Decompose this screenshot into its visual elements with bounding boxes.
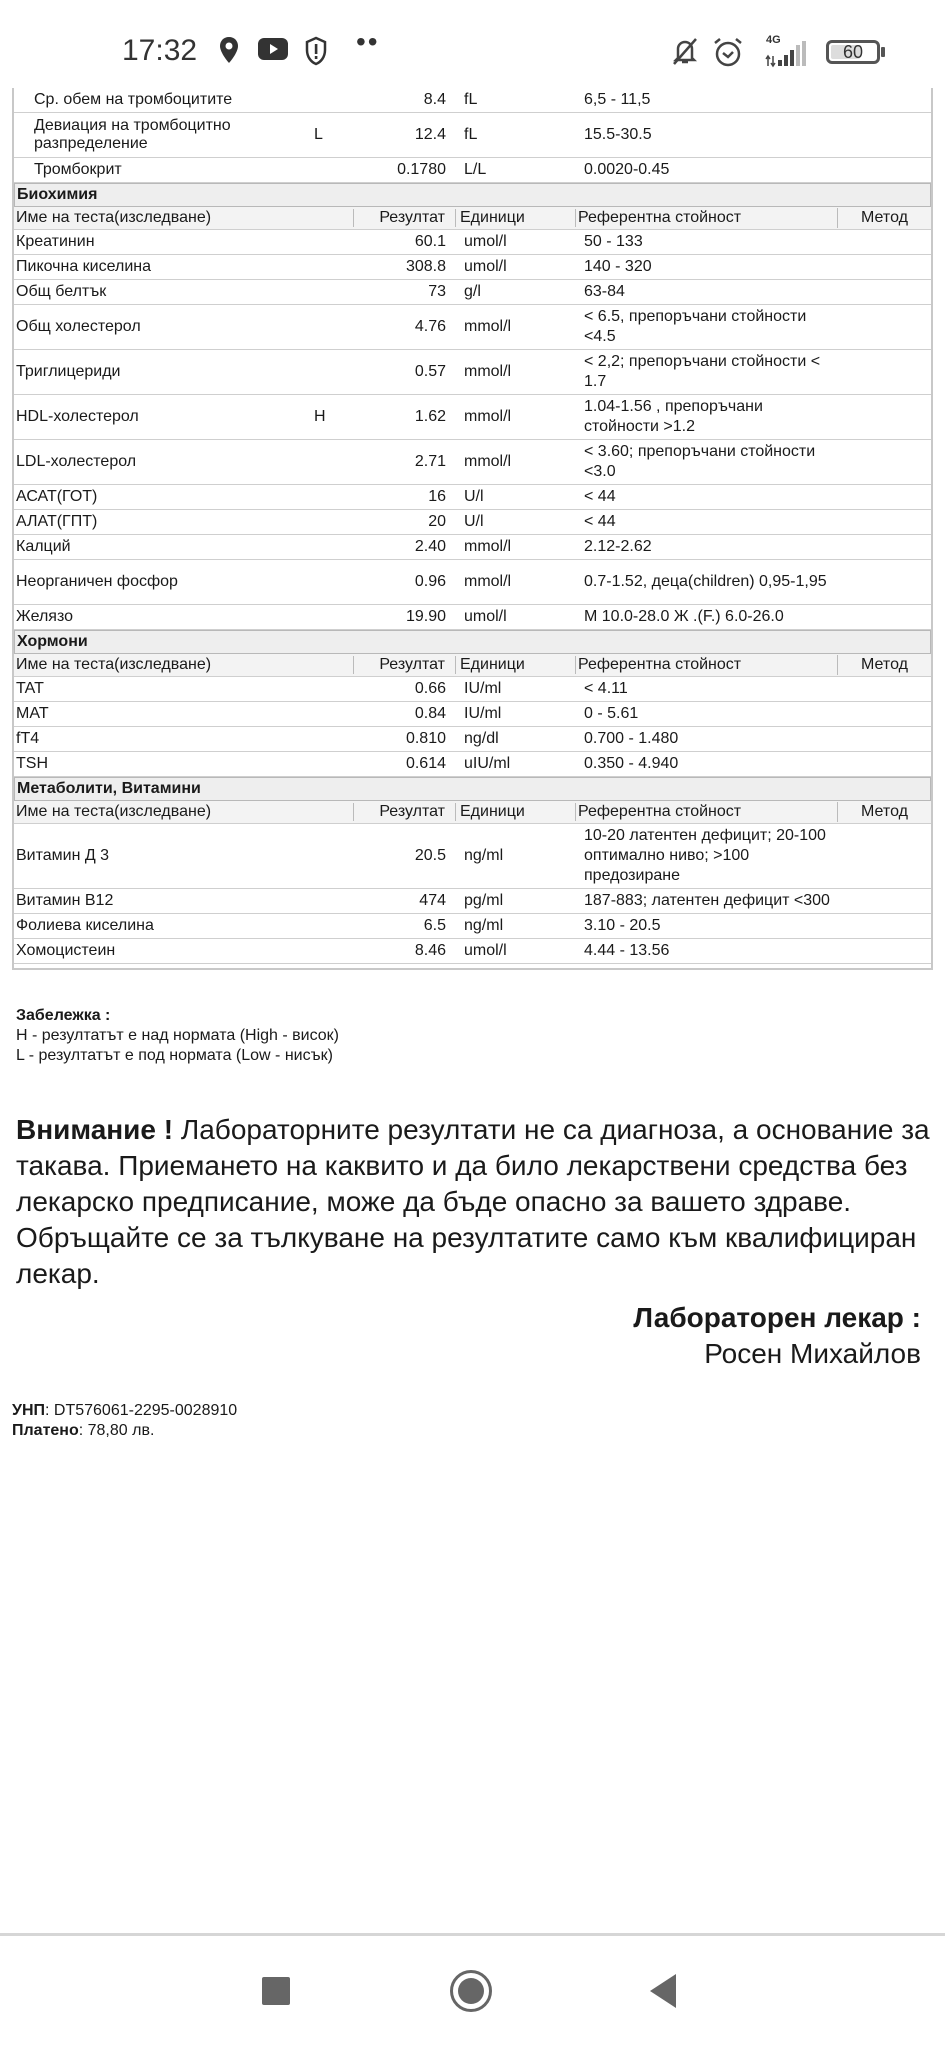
table-row <box>14 255 931 280</box>
lab-doctor <box>633 1300 921 1372</box>
reference-range: 2.12-2.62 <box>584 538 652 555</box>
table-header <box>14 207 931 230</box>
table-row <box>14 727 931 752</box>
result-unit: ng/dl <box>464 730 499 747</box>
column-header-name: Име на теста(изследване) <box>14 803 354 821</box>
test-name: Пикочна киселина <box>16 258 151 275</box>
result-value: 0.96 <box>414 573 446 590</box>
unp-line <box>12 1401 237 1421</box>
table-row <box>14 485 931 510</box>
reference-range: 140 - 320 <box>584 258 652 275</box>
result-unit: uIU/ml <box>464 755 511 772</box>
table-row <box>14 88 931 113</box>
table-header <box>14 801 931 824</box>
test-name: TSH <box>16 755 48 772</box>
test-name: HDL-холестерол <box>16 408 139 425</box>
reference-range: 0.0020-0.45 <box>584 161 670 178</box>
column-header-reference: Референтна стойност <box>576 655 838 675</box>
table-row <box>14 824 931 889</box>
signal-icon <box>764 40 814 68</box>
column-header-units: Единици <box>456 803 576 821</box>
table-row <box>14 889 931 914</box>
result-unit: mmol/l <box>464 408 512 425</box>
network-type: 4G <box>766 34 781 46</box>
section-title: Биохимия <box>14 183 931 207</box>
column-header-name: Име на теста(изследване) <box>14 209 354 227</box>
result-unit: umol/l <box>464 942 507 959</box>
recent-apps-icon[interactable] <box>262 1977 290 2005</box>
more-dots-icon: •• <box>356 26 380 57</box>
warning-body: Лабораторните резултати не са диагноза, а основание за такава. Приемането на каквито и да било лекарствени средства без лекарско предписание, може да бъде опасно за вашето здраве. Обръщайте се за тълкуване на резултатите само към квалифициран лекар. <box>16 1114 930 1289</box>
warning-title: Внимание ! <box>16 1114 174 1145</box>
test-name: Калций <box>16 538 71 555</box>
result-value: 6.5 <box>423 917 446 934</box>
table-row <box>14 230 931 255</box>
report-meta <box>12 1401 237 1441</box>
reference-range: 6,5 - 11,5 <box>584 91 651 108</box>
table-row <box>14 280 931 305</box>
test-name: TAT <box>16 680 44 697</box>
result-value: 60.1 <box>414 233 446 250</box>
result-unit: pg/ml <box>464 892 504 909</box>
reference-range: М 10.0-28.0 Ж .(F.) 6.0-26.0 <box>584 608 784 625</box>
result-value: 1.62 <box>414 408 446 425</box>
result-unit: IU/ml <box>464 680 502 697</box>
column-header-units: Единици <box>456 209 576 227</box>
navigation-bar <box>0 1936 945 2048</box>
lab-report-table <box>12 88 933 970</box>
column-header-method: Метод <box>861 209 908 226</box>
reference-range: 10-20 латентен дефицит; 20-100 оптимално ниво; >100 предозиране <box>584 827 826 884</box>
test-name: Тромбокрит <box>34 161 122 178</box>
test-name: Ср. обем на тромбоцитите <box>34 91 233 108</box>
reference-range: < 6.5, препоръчани стойности <4.5 <box>584 308 807 345</box>
table-row <box>14 677 931 702</box>
result-unit: mmol/l <box>464 363 512 380</box>
table-row <box>14 113 931 158</box>
reference-range: 0.350 - 4.940 <box>584 755 679 772</box>
result-unit: g/l <box>464 283 481 300</box>
result-unit: ng/ml <box>464 917 504 934</box>
reference-range: < 3.60; препоръчани стойности <3.0 <box>584 443 816 480</box>
result-value: 12.4 <box>414 126 446 143</box>
test-name: Фолиева киселина <box>16 917 154 934</box>
result-unit: umol/l <box>464 258 507 275</box>
alarm-icon <box>712 36 744 68</box>
result-unit: mmol/l <box>464 318 512 335</box>
note-high: H - резултатът е над нормата (High - висок) <box>16 1027 339 1044</box>
column-header-result: Резултат <box>354 803 456 821</box>
test-name: Общ белтък <box>16 283 107 300</box>
unp-value: : DT576061-2295-0028910 <box>45 1402 238 1419</box>
result-unit: mmol/l <box>464 453 512 470</box>
result-flag: L <box>314 126 323 143</box>
table-row <box>14 440 931 485</box>
result-unit: fL <box>464 126 478 143</box>
table-row <box>14 305 931 350</box>
back-icon[interactable] <box>650 1974 676 2008</box>
result-unit: IU/ml <box>464 705 502 722</box>
warning-text <box>16 1112 931 1292</box>
column-header-reference: Референтна стойност <box>576 802 838 822</box>
column-header-result: Резултат <box>354 209 456 227</box>
test-name: Общ холестерол <box>16 318 141 335</box>
reference-range: 3.10 - 20.5 <box>584 917 661 934</box>
result-value: 308.8 <box>405 258 446 275</box>
table-row <box>14 510 931 535</box>
test-name: АЛАТ(ГПТ) <box>16 513 98 530</box>
result-value: 8.46 <box>414 942 446 959</box>
status-time: 17:32 <box>122 34 198 67</box>
result-value: 19.90 <box>405 608 446 625</box>
location-icon <box>218 36 240 64</box>
table-row <box>14 158 931 183</box>
column-header-name: Име на теста(изследване) <box>14 656 354 674</box>
home-icon[interactable] <box>450 1970 492 2012</box>
status-bar <box>0 0 945 88</box>
legend-note <box>16 1006 339 1066</box>
battery-icon <box>826 40 880 64</box>
result-value: 8.4 <box>423 91 446 108</box>
result-value: 474 <box>419 892 446 909</box>
result-unit: U/l <box>464 513 484 530</box>
test-name: Витамин Д 3 <box>16 847 110 864</box>
column-header-method: Метод <box>861 803 908 820</box>
result-value: 0.57 <box>414 363 446 380</box>
reference-range: 15.5-30.5 <box>584 126 652 143</box>
reference-range: < 44 <box>584 513 616 530</box>
reference-range: < 44 <box>584 488 616 505</box>
section-title: Метаболити, Витамини <box>14 777 931 801</box>
reference-range: < 4.11 <box>584 680 628 697</box>
table-row <box>14 560 931 605</box>
result-value: 0.84 <box>414 705 446 722</box>
result-flag: H <box>314 408 326 425</box>
shield-alert-icon <box>304 36 328 66</box>
test-name: Желязо <box>16 608 73 625</box>
doctor-name: Росен Михайлов <box>704 1338 921 1369</box>
test-name: Триглицериди <box>16 363 121 380</box>
result-value: 0.1780 <box>397 161 446 178</box>
test-name: Витамин B12 <box>16 892 114 909</box>
table-row <box>14 605 931 630</box>
result-unit: mmol/l <box>464 538 512 555</box>
result-value: 2.71 <box>414 453 446 470</box>
paid-line <box>12 1421 237 1441</box>
section-title: Хормони <box>14 630 931 654</box>
table-row <box>14 702 931 727</box>
column-header-method: Метод <box>861 656 908 673</box>
result-value: 0.810 <box>405 730 446 747</box>
test-name: fT4 <box>16 730 40 747</box>
unp-label: УНП <box>12 1402 46 1419</box>
result-value: 20 <box>428 513 446 530</box>
reference-range: 4.44 - 13.56 <box>584 942 670 959</box>
note-low: L - резултатът е под нормата (Low - нисък) <box>16 1047 333 1064</box>
test-name: Неорганичен фосфор <box>16 573 178 590</box>
result-unit: L/L <box>464 161 487 178</box>
table-row <box>14 395 931 440</box>
table-header <box>14 654 931 677</box>
reference-range: 50 - 133 <box>584 233 643 250</box>
result-value: 2.40 <box>414 538 446 555</box>
result-value: 0.614 <box>405 755 446 772</box>
result-value: 20.5 <box>414 847 446 864</box>
reference-range: 0.7-1.52, деца(children) 0,95-1,95 <box>584 573 827 590</box>
test-name: АСАТ(ГОТ) <box>16 488 98 505</box>
bell-off-icon <box>670 36 700 66</box>
youtube-icon <box>257 36 289 62</box>
result-unit: U/l <box>464 488 484 505</box>
note-title: Забележка : <box>16 1007 111 1024</box>
table-row <box>14 752 931 777</box>
column-header-units: Единици <box>456 656 576 674</box>
reference-range: 1.04-1.56 , препоръчани стойности >1.2 <box>584 398 763 435</box>
result-unit: umol/l <box>464 608 507 625</box>
result-unit: umol/l <box>464 233 507 250</box>
column-header-reference: Референтна стойност <box>576 208 838 228</box>
result-value: 0.66 <box>414 680 446 697</box>
column-header-result: Резултат <box>354 656 456 674</box>
result-value: 16 <box>428 488 446 505</box>
reference-range: 187-883; латентен дефицит <300 <box>584 892 830 909</box>
test-name: LDL-холестерол <box>16 453 137 470</box>
reference-range: 63-84 <box>584 283 625 300</box>
battery-level: 60 <box>842 42 864 62</box>
test-name: MAT <box>16 705 49 722</box>
doctor-title: Лабораторен лекар : <box>633 1302 921 1333</box>
table-row <box>14 350 931 395</box>
result-unit: mmol/l <box>464 573 512 590</box>
test-name: Креатинин <box>16 233 95 250</box>
table-row <box>14 914 931 939</box>
table-row <box>14 939 931 964</box>
result-value: 4.76 <box>414 318 446 335</box>
result-value: 73 <box>428 283 446 300</box>
paid-value: : 78,80 лв. <box>78 1422 155 1439</box>
table-row <box>14 535 931 560</box>
test-name: Девиация на тромбоцитно разпределение <box>34 117 231 152</box>
test-name: Хомоцистеин <box>16 942 116 959</box>
reference-range: 0 - 5.61 <box>584 705 639 722</box>
reference-range: < 2,2; препоръчани стойности < 1.7 <box>584 353 821 390</box>
battery-tip <box>881 47 885 57</box>
result-unit: ng/ml <box>464 847 504 864</box>
result-unit: fL <box>464 91 478 108</box>
paid-label: Платено <box>12 1422 79 1439</box>
reference-range: 0.700 - 1.480 <box>584 730 679 747</box>
